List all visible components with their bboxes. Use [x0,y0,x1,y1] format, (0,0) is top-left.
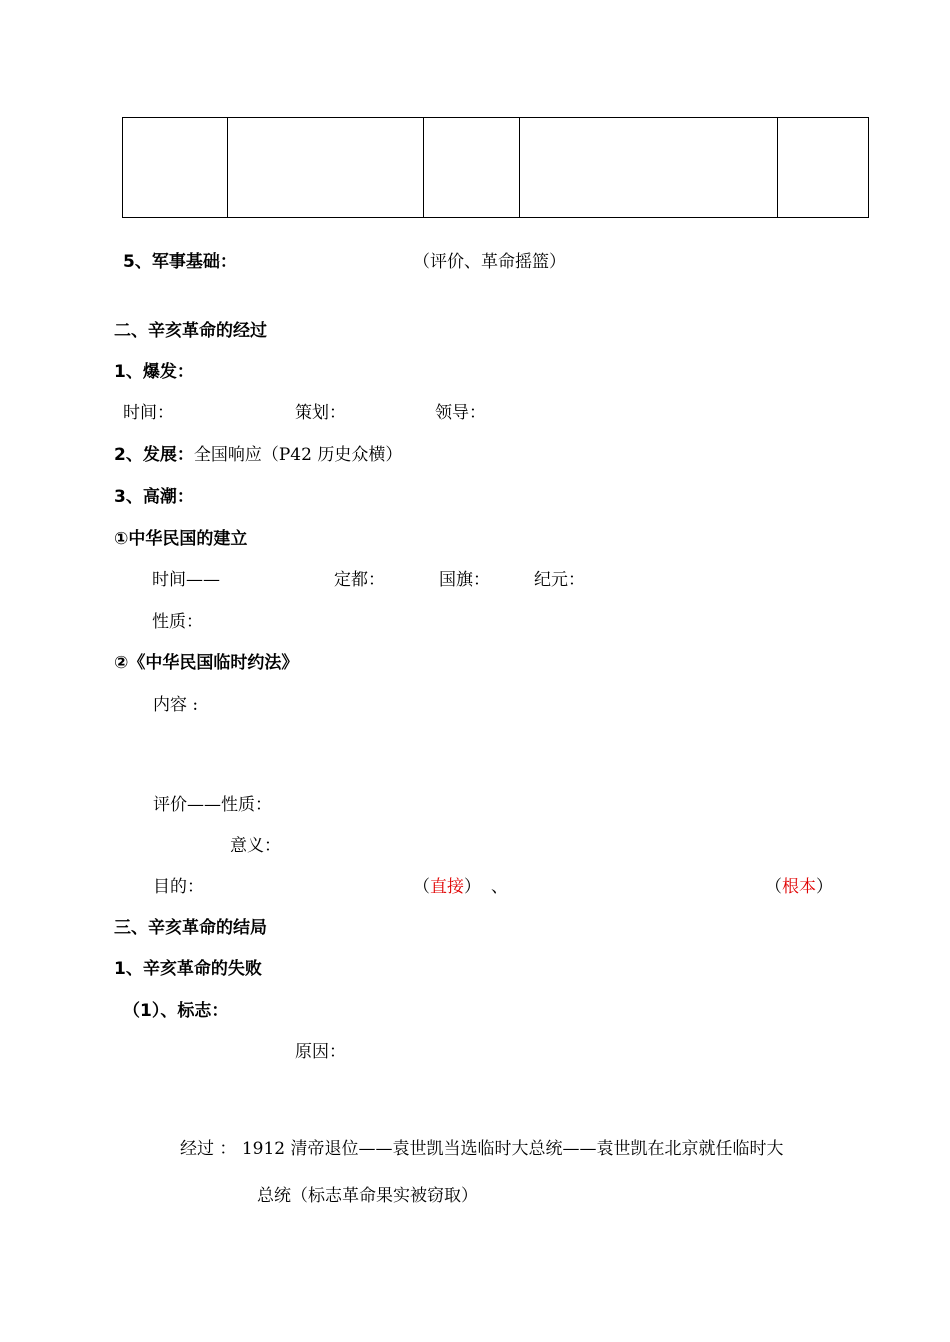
process-label: 经过 ： [180,1139,237,1159]
outbreak-leader-label: 领导： [435,403,486,423]
roc-founding-heading: ①中华民国的建立 [114,529,248,549]
roc-nature-label: 性质： [152,612,203,632]
table-cell [778,118,869,218]
military-foundation-note: （评价、革命摇篮） [413,252,566,272]
paren-open: （ [765,877,782,897]
direct-word: 直接 [430,877,464,897]
section-2-title: 二、辛亥革命的经过 [114,321,267,341]
evaluation-nature-label: 评价——性质： [153,795,272,815]
paren-close: ） [816,877,833,897]
roc-capital-label: 定都： [334,570,385,590]
outbreak-time-label: 时间： [123,403,174,423]
table-cell [123,118,228,218]
table-cell [520,118,778,218]
direct-purpose-note [413,877,481,897]
process-line-1 [180,1139,783,1159]
sign-heading: （1）、标志： [123,1001,229,1021]
table-cell [228,118,424,218]
root-purpose-note [765,877,833,897]
military-foundation-label: 5、军事基础： [123,252,237,272]
table-cell [424,118,520,218]
process-text: 1912 清帝退位——袁世凯当选临时大总统——袁世凯在北京就任临时大 [241,1139,784,1159]
reason-label: 原因： [295,1042,346,1062]
development-line [114,445,402,465]
process-line-2: 总统（标志革命果实被窃取） [257,1186,478,1206]
development-text: 全国响应（P42 历史众横） [193,445,403,465]
outbreak-plan-label: 策划： [295,403,346,423]
table-row [123,118,869,218]
roc-time-label: 时间—— [152,570,220,590]
blank-table [122,117,869,218]
provisional-constitution-heading: ②《中华民国临时约法》 [114,653,299,673]
section-3-title: 三、辛亥革命的结局 [114,918,267,938]
roc-flag-label: 国旗： [439,570,490,590]
purpose-separator: 、 [491,877,508,897]
development-heading: 2、发展： [114,445,194,465]
outbreak-heading: 1、爆发： [114,362,194,382]
root-word: 根本 [782,877,816,897]
purpose-label: 目的： [153,877,204,897]
paren-close: ） [464,877,481,897]
failure-heading: 1、辛亥革命的失败 [114,959,262,979]
significance-label: 意义： [230,836,281,856]
climax-heading: 3、高潮： [114,487,194,507]
content-label: 内容 : [153,695,199,715]
paren-open: （ [413,877,430,897]
roc-era-label: 纪元： [534,570,585,590]
